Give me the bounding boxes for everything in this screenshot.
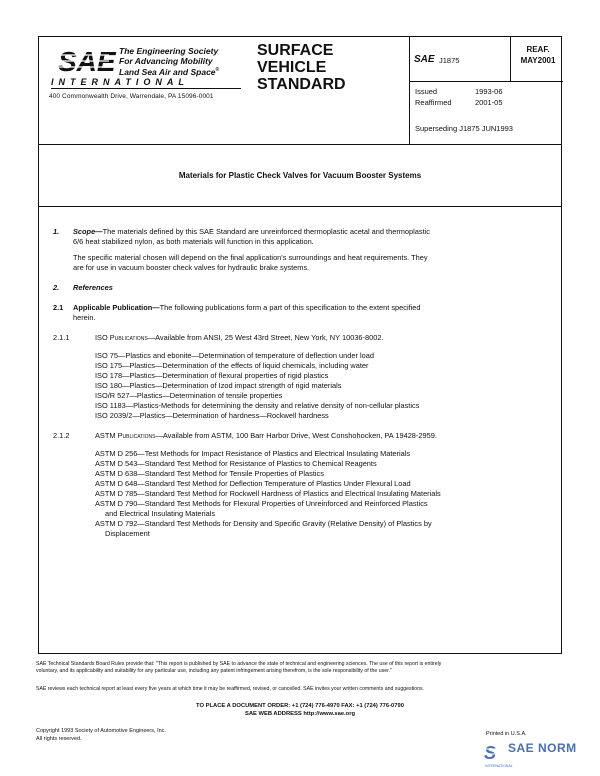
copyright <box>36 728 166 743</box>
section-2-1-number: 2.1 <box>53 303 64 312</box>
section-1-heading: Scope— <box>73 227 103 236</box>
header-divider-vertical <box>409 37 410 145</box>
printed-in: Printed in U.S.A. <box>486 731 527 737</box>
society-line-1: The Engineering Society <box>119 46 219 56</box>
issued-row <box>415 87 503 96</box>
astm-item: ASTM D 648—Standard Test Method for Deflection Temperature of Plastics Under Flexural Load <box>95 479 411 488</box>
section-1-line-1: Scope—The materials defined by this SAE Standard are unreinforced thermoplastic acetal and thermoplastic <box>73 227 430 236</box>
reaf-line-2: MAY2001 <box>520 56 556 65</box>
society-line-3: Land Sea Air and Space® <box>119 66 220 77</box>
astm-item: ASTM D 638—Standard Test Method for Tensile Properties of Plastics <box>95 469 324 478</box>
reaffirmed-row <box>415 98 503 107</box>
astm-item-continuation: Displacement <box>105 529 150 538</box>
society-tagline <box>119 47 219 77</box>
sae-norm-watermark-sub: INTERNATIONAL <box>485 764 513 768</box>
sae-rules-note-line-1: SAE Technical Standards Board Rules provide that: "This report is published by SAE to advance the state of technical and engineering sciences. The use of this report is entirely <box>36 661 442 667</box>
iso-item: ISO 175—Plastics—Determination of the effects of liquid chemicals, including water <box>95 361 369 370</box>
sae-norm-watermark: SAE NORM <box>508 741 577 755</box>
reaffirmed-label: Reaffirmed <box>415 98 452 107</box>
sae-small-logo: SAE <box>414 54 435 65</box>
sae-logo-text: SAE <box>58 46 116 77</box>
issued-label: Issued <box>415 87 438 96</box>
astm-item: ASTM D 790—Standard Test Methods for Flexural Properties of Unreinforced and Reinforced Plastics <box>95 499 428 508</box>
header-divider-horizontal <box>409 81 563 82</box>
order-line: TO PLACE A DOCUMENT ORDER: +1 (724) 776-4970 FAX: +1 (724) 776-0790 <box>196 703 404 709</box>
astm-item: ASTM D 256—Test Methods for Impact Resistance of Plastics and Electrical Insulating Materials <box>95 449 411 458</box>
registered-mark: ® <box>215 67 220 73</box>
sae-rules-note <box>36 661 441 675</box>
standard-line-1: SURFACE <box>257 42 334 59</box>
international-label: INTERNATIONAL <box>51 77 189 87</box>
sae-norm-watermark-icon <box>484 741 506 763</box>
header-divider-vertical-2 <box>510 37 511 82</box>
sae-logo <box>57 45 116 77</box>
copyright-line: Copyright 1993 Society of Automotive Engineers, Inc. <box>36 728 166 734</box>
iso-item: ISO 178—Plastics—Determination of flexural properties of rigid plastics <box>95 371 329 380</box>
standard-line-2: VEHICLE <box>257 59 327 76</box>
section-2-number: 2. <box>53 283 60 292</box>
section-2-1-1-number: 2.1.1 <box>53 333 70 342</box>
rights-line: All rights reserved. <box>36 735 82 742</box>
section-1-para2-line-2: are for use in vacuum booster check valves for hydraulic brake systems. <box>73 263 310 272</box>
header-block <box>39 37 561 145</box>
section-1-para2-line-1: The specific material chosen will depend on the final application's surroundings and heat requirements. They <box>73 253 428 262</box>
section-2-1-1-line: ISO Publications—Available from ANSI, 25 West 43rd Street, New York, NY 10036-8002. <box>95 333 384 342</box>
section-2-heading: References <box>73 283 113 292</box>
document-title: Materials for Plastic Check Valves for Vacuum Booster Systems <box>178 171 422 180</box>
document-frame <box>38 36 562 654</box>
section-2-1-2-line: ASTM Publications—Available from ASTM, 100 Barr Harbor Drive, West Conshohocken, PA 19428-2959. <box>95 431 437 440</box>
section-2-1-2-heading: ASTM Publications— <box>95 431 163 440</box>
title-block <box>39 145 561 207</box>
section-1-line-2: 6/6 heat stabilized nylon, as both materials will function in this application. <box>73 237 314 246</box>
web-address: SAE WEB ADDRESS http://www.sae.org <box>244 711 356 717</box>
issued-value: 1993-06 <box>475 87 503 96</box>
international-rule <box>51 88 241 89</box>
society-address: 400 Commonwealth Drive, Warrendale, PA 15096-0001 <box>49 93 214 100</box>
sae-rules-note-line-2: voluntary, and its applicability and suitability for any particular use, including any patent infringement arising therefrom, is the sole responsibility of the user." <box>36 668 392 674</box>
doc-number: J1875 <box>439 56 460 65</box>
iso-item: ISO/R 527—Plastics—Determination of tensile properties <box>95 391 283 400</box>
svg-text:S: S <box>484 743 497 763</box>
iso-item: ISO 2039/2—Plastics—Determination of hardness—Rockwell hardness <box>95 411 329 420</box>
section-2-1-heading: Applicable Publication— <box>73 303 160 312</box>
astm-item: ASTM D 785—Standard Test Method for Rockwell Hardness of Plastics and Electrical Insulating Materials <box>95 489 441 498</box>
section-2-1-2-number: 2.1.2 <box>53 431 70 440</box>
section-2-1-line-1: Applicable Publication—The following publications form a part of this specification to the extent specified <box>73 303 421 312</box>
section-2-1-1-heading: ISO Publications— <box>95 333 156 342</box>
reaffirmed-value: 2001-05 <box>475 98 503 107</box>
astm-item: ASTM D 792—Standard Test Methods for Density and Specific Gravity (Relative Density) of Plastics by <box>95 519 432 528</box>
iso-item: ISO 1183—Plastics-Methods for determining the density and relative density of non-cellular plastics <box>95 401 420 410</box>
society-line-2: For Advancing Mobility <box>119 55 213 66</box>
section-1-number: 1. <box>53 227 60 236</box>
iso-item: ISO 180—Plastics—Determination of Izod impact strength of rigid materials <box>95 381 342 390</box>
standard-line-3: STANDARD <box>257 76 346 93</box>
iso-item: ISO 75—Plastics and ebonite—Determination of temperature of deflection under load <box>95 351 374 360</box>
section-2-1-line-2: herein. <box>73 313 96 322</box>
astm-item-continuation: and Electrical Insulating Materials <box>105 509 216 518</box>
reaf-line-1: REAF. <box>526 45 550 54</box>
standard-type <box>257 42 346 93</box>
reaffirmed-box <box>515 44 561 66</box>
astm-item: ASTM D 543—Standard Test Method for Resistance of Plastics to Chemical Reagents <box>95 459 377 468</box>
sae-review-note: SAE reviews each technical report at least every five years at which time it may be reaffirmed, revised, or cancelled. SAE invites your written comments and suggestions. <box>36 686 424 692</box>
superseding-row: Superseding J1875 JUN1993 <box>415 124 513 133</box>
